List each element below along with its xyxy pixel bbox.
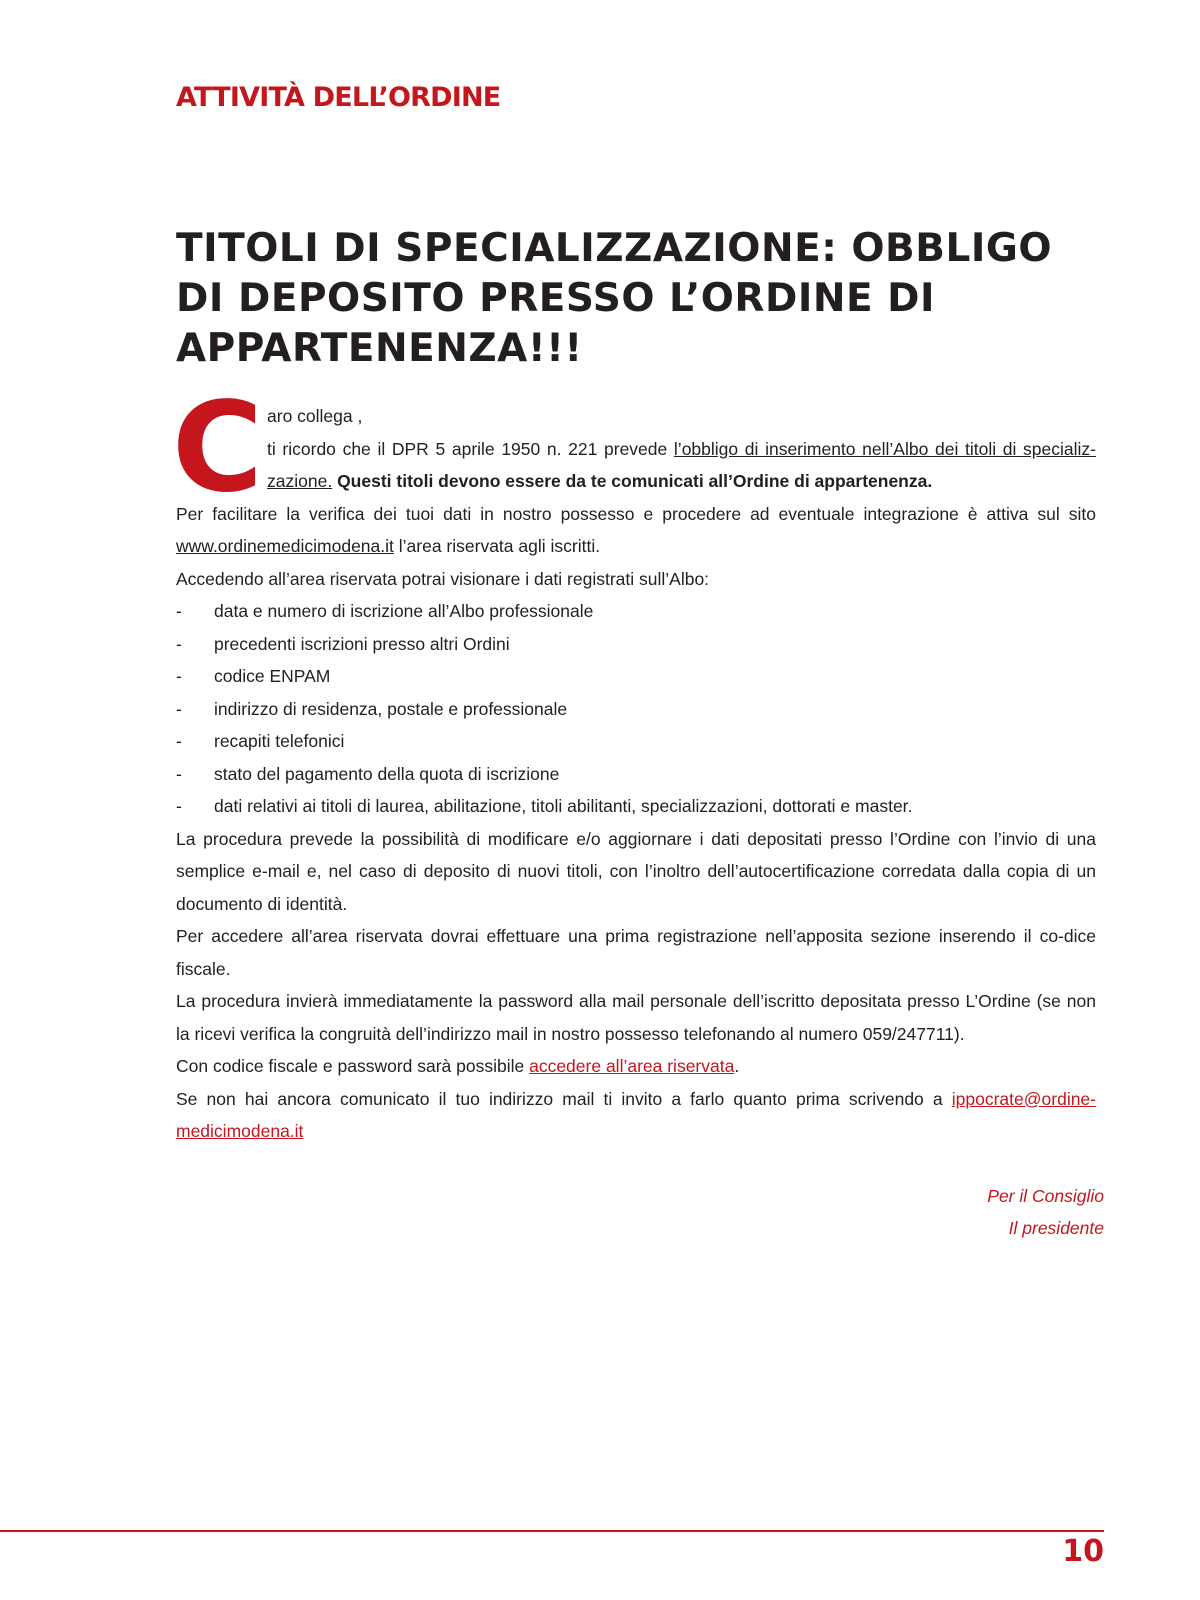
page-number: 10 — [1062, 1534, 1104, 1569]
article-title-line-1: TITOLI DI SPECIALIZZAZIONE: OBBLIGO — [176, 226, 1053, 271]
list-item: - dati relativi ai titoli di laurea, abilitazione, titoli abilitanti, specializzazioni, dottorati e master. — [176, 796, 913, 816]
dpr-intro: ti ricordo che il DPR 5 aprile 1950 n. 221 prevede — [267, 438, 674, 459]
obligation-underline-b: zazione. — [267, 471, 333, 491]
signature — [987, 1180, 1104, 1244]
paragraph-dpr-line-2 — [176, 465, 1096, 498]
article-body — [172, 376, 1096, 1148]
drop-cap: C — [172, 376, 264, 520]
paragraph-website: Per facilitare la verifica dei tuoi dati in nostro possesso e procedere ad eventuale integrazione è attiva sul sito www.ordinemedicimodena.it l’area riservata agli iscritti. — [176, 503, 1096, 556]
list-item: - indirizzo di residenza, postale e professionale — [176, 698, 568, 719]
list-item: - data e numero di iscrizione all’Albo professionale — [176, 601, 594, 621]
signature-line-2: Il presidente — [1008, 1218, 1104, 1238]
list-item: - codice ENPAM — [176, 666, 331, 686]
signature-line-1: Per il Consiglio — [987, 1186, 1104, 1206]
paragraph-procedure: La procedura prevede la possibilità di modificare e/o aggiornare i dati depositati presso l’Ordine con l’invio di una semplice e-mail e, nel caso di deposito di nuovi titoli, con l’inoltro dell’autocertificazione corredata dalla copia di un documento di identità. — [176, 828, 1096, 914]
data-list — [176, 595, 1096, 823]
website-link[interactable]: www.ordinemedicimodena.it — [176, 536, 394, 556]
obligation-underline-a: l’obbligo di inserimento nell’Albo dei titoli di specializ- — [673, 438, 1096, 459]
greeting: aro collega , — [267, 406, 363, 426]
article-title — [176, 224, 1096, 374]
area-riservata-link[interactable]: accedere all’area riservata — [529, 1056, 735, 1076]
obligation-bold: Questi titoli devono essere da te comunicati all’Ordine di appartenenza. — [332, 471, 933, 491]
paragraph-dpr-line-1 — [176, 433, 1096, 466]
article-title-line-3: APPARTENENZA!!! — [176, 326, 583, 371]
paragraph-email: Se non hai ancora comunicato il tuo indirizzo mail ti invito a farlo quanto prima scrivendo a ippocrate@ordine-medicimodena.it — [176, 1088, 1096, 1141]
article-title-line-2: DI DEPOSITO PRESSO L’ORDINE DI — [176, 276, 936, 321]
list-item: - recapiti telefonici — [176, 731, 345, 751]
paragraph-password: La procedura invierà immediatamente la password alla mail personale dell’iscritto depositata presso L’Ordine (se non la ricevi verifica la congruità dell’indirizzo mail in nostro possesso telefonando al numero 059/247711). — [176, 991, 1096, 1044]
footer-divider — [0, 1530, 1104, 1532]
paragraph-registration: Per accedere all’area riservata dovrai effettuare una prima registrazione nell’apposita sezione inserendo il co-dice fiscale. — [176, 926, 1096, 979]
paragraph-area-riservata: Accedendo all’area riservata potrai visionare i dati registrati sull’Albo: — [176, 568, 710, 589]
section-header: ATTIVITÀ DELL’ORDINE — [176, 82, 501, 113]
list-item: - stato del pagamento della quota di iscrizione — [176, 763, 560, 784]
list-item: - precedenti iscrizioni presso altri Ordini — [176, 633, 510, 654]
email-link[interactable]: ippocrate@ordine-medicimodena.it — [176, 1088, 1096, 1141]
paragraph-access: Con codice fiscale e password sarà possibile accedere all’area riservata. — [176, 1056, 740, 1076]
